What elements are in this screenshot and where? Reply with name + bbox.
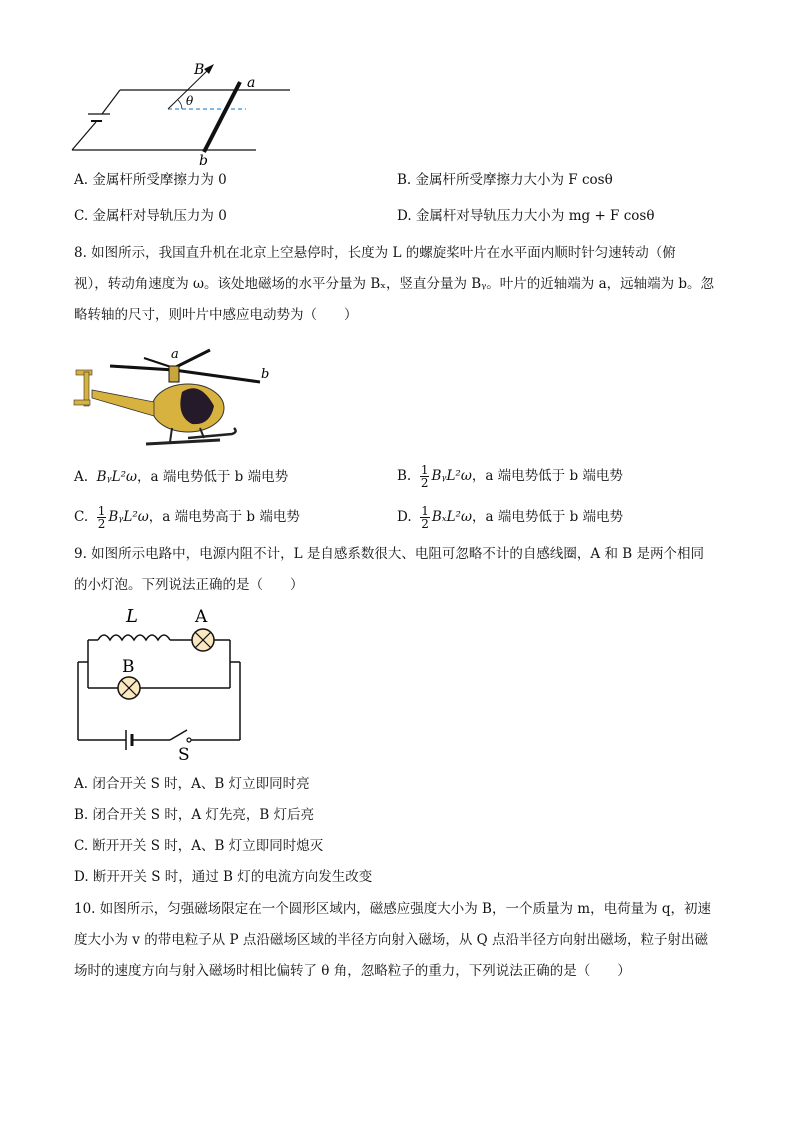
q10-stem-line3: 场时的速度方向与射入磁场时相比偏转了 θ 角，忽略粒子的重力，下列说法正确的是（ ） (74, 963, 631, 979)
label-B: B (122, 657, 135, 677)
label-L: L (126, 606, 138, 627)
q9-option-a: A. 闭合开关 S 时，A、B 灯立即同时亮 (74, 776, 310, 792)
metal-rod (204, 82, 240, 152)
rail-rod-figure (60, 58, 300, 168)
q9-option-c: C. 断开开关 S 时，A、B 灯立即同时熄灭 (74, 838, 324, 854)
q9-stem-line2: 的小灯泡。下列说法正确的是（ ） (74, 577, 304, 593)
q10-stem-line1: 10. 如图所示，匀强磁场限定在一个圆形区域内，磁感应强度大小为 B，一个质量为 m，电荷量为 q，初速 (74, 901, 711, 917)
q10-stem-line2: 度大小为 v 的带电粒子从 P 点沿磁场区域的半径方向射入磁场，从 Q 点沿半径方向射出磁场，粒子射出磁 (74, 932, 709, 948)
label-A: A (195, 607, 208, 627)
switch-blade (170, 730, 187, 740)
q9-stem-line1: 9. 如图所示电路中，电源内阻不计，L 是自感系数很大、电阻可忽略不计的自感线圈，A 和 B 是两个相同 (74, 546, 704, 562)
q7-option-a: A. 金属杆所受摩擦力为 0 (74, 172, 227, 188)
label-a: a (171, 347, 179, 362)
q7-option-c: C. 金属杆对导轨压力为 0 (74, 208, 227, 224)
q8-stem-line2: 视），转动角速度为 ω。该处地磁场的水平分量为 Bₓ，竖直分量为 Bᵧ。叶片的近轴端为 a，远轴端为 b。忽 (74, 276, 715, 292)
q7-option-d: D. 金属杆对导轨压力大小为 mg + F cosθ (397, 208, 655, 224)
label-b: b (199, 153, 208, 169)
label-B: B (194, 62, 205, 78)
circuit-figure (70, 600, 260, 765)
helicopter-figure (70, 330, 290, 450)
q9-option-d: D. 断开开关 S 时，通过 B 灯的电流方向发生改变 (74, 869, 373, 885)
q8-option-c: C. $\frac{1}{2}$ BᵧL²ω，a 端电势高于 b 端电势 (74, 504, 300, 531)
q8-option-a: A. BᵧL²ω，a 端电势低于 b 端电势 (74, 469, 289, 485)
q9-option-b: B. 闭合开关 S 时，A 灯先亮，B 灯后亮 (74, 807, 315, 823)
inductor-coil (98, 635, 170, 640)
fraction-one-half: $\frac{1}{2}$ (421, 504, 429, 531)
label-b: b (261, 367, 270, 382)
q8-stem-line1: 8. 如图所示，我国直升机在北京上空悬停时，长度为 L 的螺旋桨叶片在水平面内顺时针匀速转动（俯 (74, 245, 676, 261)
fraction-one-half: $\frac{1}{2}$ (97, 504, 106, 531)
label-S: S (178, 745, 190, 765)
label-a: a (247, 75, 256, 91)
fraction-one-half: $\frac{1}{2}$ (420, 463, 429, 490)
q8-option-d: D. $\frac{1}{2}$ BₓL²ω，a 端电势低于 b 端电势 (397, 504, 624, 531)
label-theta: θ (186, 94, 194, 108)
q8-stem-line3: 略转轴的尺寸，则叶片中感应电动势为（ ） (74, 307, 358, 323)
q8-option-b: B. $\frac{1}{2}$ BᵧL²ω，a 端电势低于 b 端电势 (397, 463, 623, 490)
q7-option-b: B. 金属杆所受摩擦力大小为 F cosθ (397, 172, 613, 188)
